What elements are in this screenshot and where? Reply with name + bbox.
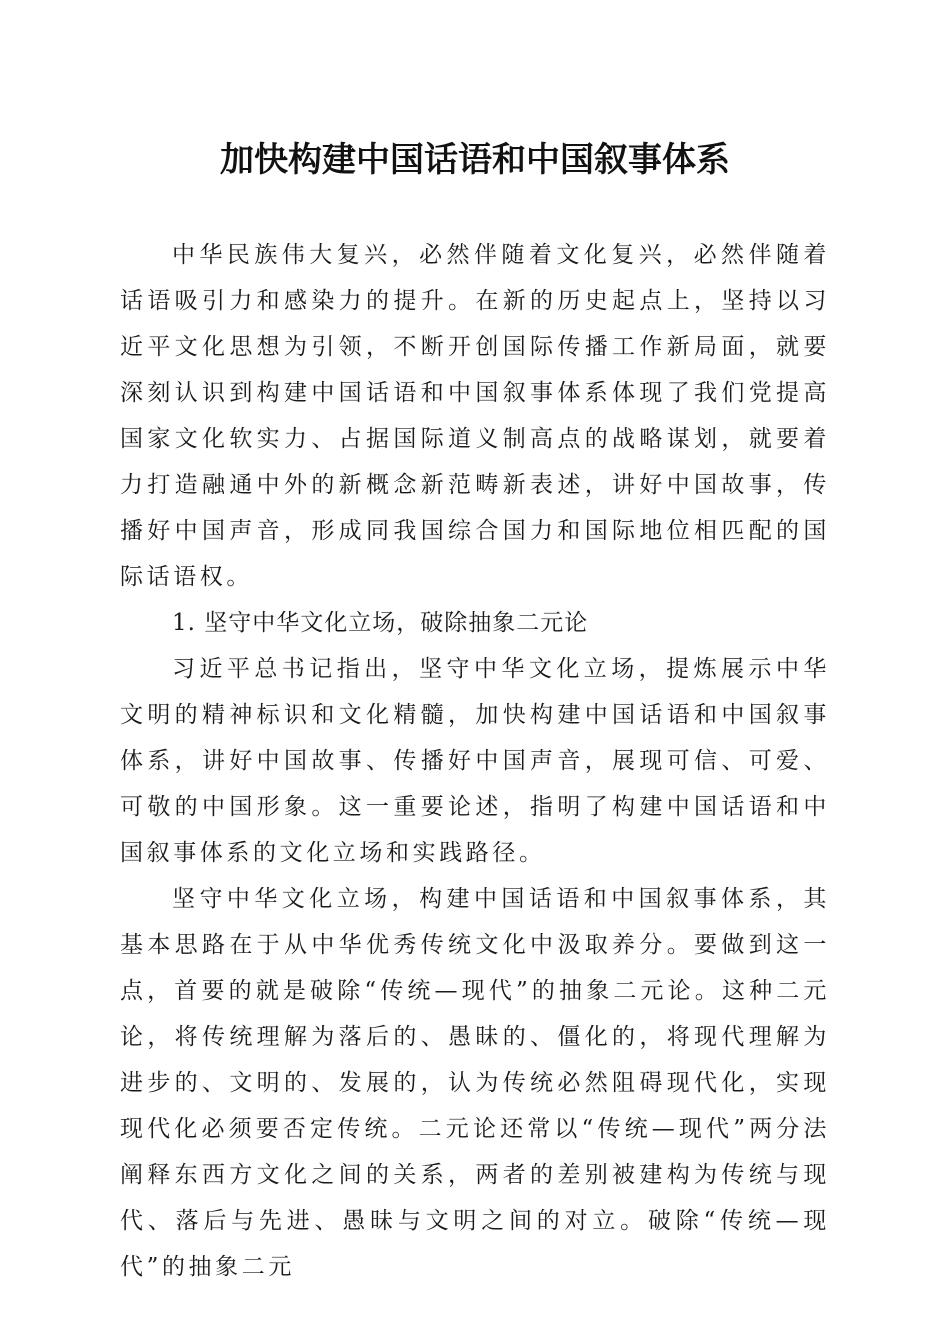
paragraph-quote: 习近平总书记指出，坚守中华文化立场，提炼展示中华文明的精神标识和文化精髓，加快构建中国话语和中国叙事体系，讲好中国故事、传播好中国声音，展现可信、可爱、可敬的中国形象。这一重要论述，指明了构建中国话语和中国叙事体系的文化立场和实践路径。 xyxy=(120,656,830,866)
document-body xyxy=(120,232,830,1290)
paragraph-dualism: 坚守中华文化立场，构建中国话语和中国叙事体系，其基本思路在于从中华优秀传统文化中汲取养分。要做到这一点，首要的就是破除“传统—现代”的抽象二元论。这种二元论，将传统理解为落后的、愚昧的、僵化的，将现代理解为进步的、文明的、发展的，认为传统必然阻碍现代化，实现现代化必须要否定传统。二元论还常以“传统—现代”两分法阐释东西方文化之间的关系，两者的差别被建构为传统与现代、落后与先进、愚昧与文明之间的对立。破除“传统—现代”的抽象二元 xyxy=(120,886,830,1280)
paragraph-intro: 中华民族伟大复兴，必然伴随着文化复兴，必然伴随着话语吸引力和感染力的提升。在新的历史起点上，坚持以习近平文化思想为引领，不断开创国际传播工作新局面，就要深刻认识到构建中国话语和中国叙事体系体现了我们党提高国家文化软实力、占据国际道义制高点的战略谋划，就要着力打造融通中外的新概念新范畴新表述，讲好中国故事，传播好中国声音，形成同我国综合国力和国际地位相匹配的国际话语权。 xyxy=(120,242,830,590)
section-heading: 1. 坚守中华文化立场，破除抽象二元论 xyxy=(172,610,589,636)
document-title: 加快构建中国话语和中国叙事体系 xyxy=(220,140,730,180)
